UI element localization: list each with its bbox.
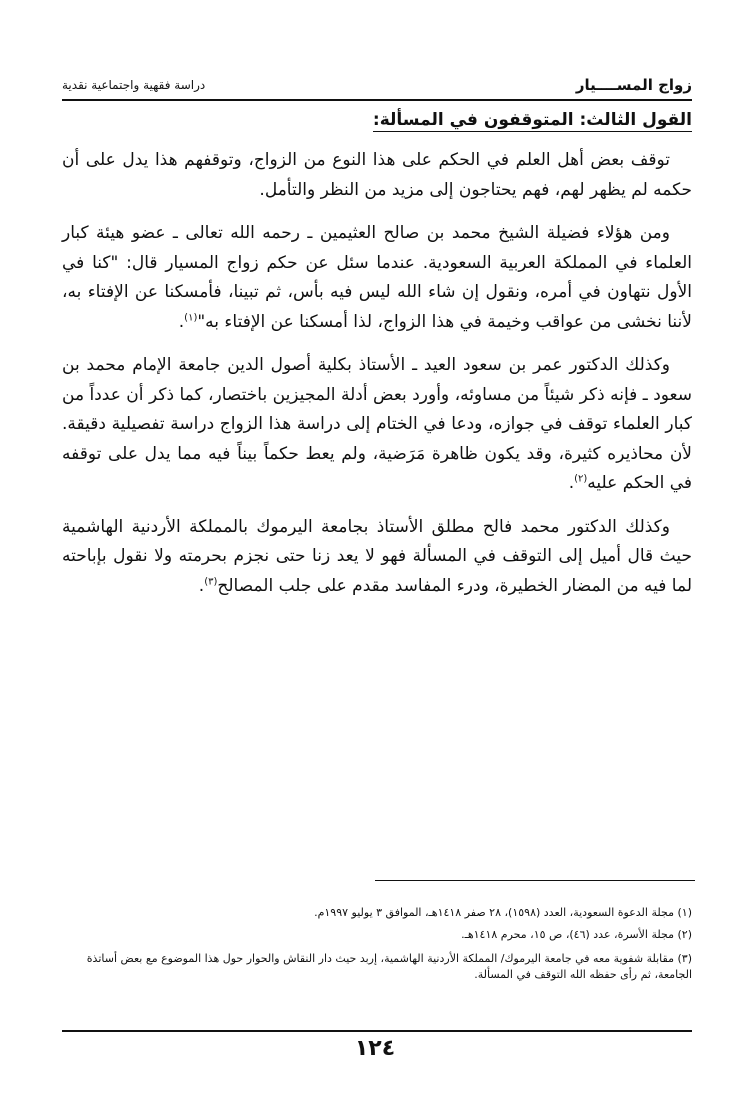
footnote: (٣) مقابلة شفوية معه في جامعة اليرموك/ المملكة الأردنية الهاشمية، إربد حيث دار النقاش والحوار حول هذا الموضوع مع بعض أساتذة الجامعة، ثم رأى حفظه الله التوقف في المسألة. [86,952,692,981]
header-rule [62,99,692,101]
section-heading [62,110,692,130]
paragraph-text: وكذلك الدكتور محمد فالح مطلق الأستاذ بجامعة اليرموك بالمملكة الأردنية الهاشمية حيث قال أميل إلى التوقف في المسألة فهو لا يعد زنا حتى نجزم بحرمته ولا نقول بإباحته لما فيه من المضار الخطيرة، ودرء المفاسد مقدم على جلب المصالح [62,516,692,596]
paragraph: ومن هؤلاء فضيلة الشيخ محمد بن صالح العثيمين ـ رحمه الله تعالى ـ عضو هيئة كبار العلماء في المملكة العربية السعودية. عندما سئل عن حكم زواج المسيار قال: "كنا في الأول نتهاون في أمره، ونقول إن شاء الله ليس فيه بأس، ثم تبينا، فأمسكنا عن الإفتاء به، لأننا نخشى من عواقب وخيمة في هذا الزواج، لذا أمسكنا عن الإفتاء به"$^{(١)}$. [62,223,692,332]
footnote: (١) مجلة الدعوة السعودية، العدد (١٥٩٨)، ٢٨ صفر ١٤١٨هـ، الموافق ٣ يوليو ١٩٩٧م. [314,906,692,919]
book-subtitle: دراسة فقهية واجتماعية نقدية [62,78,206,92]
footnote-rule [375,880,695,881]
section-heading-text: القول الثالث: المتوقفون في المسألة: [372,110,692,130]
page-number: ١٢٤ [354,1036,396,1061]
footnote-ref: (٣) [204,575,218,587]
footnote: (٢) مجلة الأسرة، عدد (٤٦)، ص ١٥، محرم ١٤١٨هـ. [461,928,692,941]
paragraph: وكذلك الدكتور عمر بن سعود العيد ـ الأستاذ بكلية أصول الدين جامعة الإمام محمد بن سعود ـ فإنه ذكر شيئاً من مساوئه، وأورد بعض أدلة المجيزين باختصار، كما ذكر أن عدداً من كبار العلماء توقف في جوازه، ودعا في الختام إلى دراسة هذا الزواج دراسة تفصيلية دقيقة. لأن محاذيره كثيرة، وقد يكون ظاهرة مَرَضية، ولم يعط حكماً بيناً فيه مما يدل على توقفه في الحكم عليه$^{(٢)}$. [62,355,692,493]
paragraph-text: وكذلك الدكتور عمر بن سعود العيد ـ الأستاذ بكلية أصول الدين جامعة الإمام محمد بن سعود ـ فإنه ذكر شيئاً من مساوئه، وأورد بعض أدلة المجيزين باختصار، كما ذكر أن عدداً من كبار العلماء توقف في جوازه، ودعا في الختام إلى دراسة هذا الزواج دراسة تفصيلية دقيقة. لأن محاذيره كثيرة، وقد يكون ظاهرة مَرَضية، ولم يعط حكماً بيناً فيه مما يدل على توقفه في الحكم عليه [62,355,692,493]
running-header [62,76,692,98]
book-title: زواج المســــيار [575,76,692,94]
paragraph [62,146,692,205]
footer-rule [62,1030,692,1032]
footnotes [62,902,692,983]
paragraph-text: ومن هؤلاء فضيلة الشيخ محمد بن صالح العثيمين ـ رحمه الله تعالى ـ عضو هيئة كبار العلماء في المملكة العربية السعودية. عندما سئل عن حكم زواج المسيار قال: "كنا في الأول نتهاون في أمره، ونقول إن شاء الله ليس فيه بأس، ثم تبينا، فأمسكنا عن الإفتاء به، لأننا نخشى من عواقب وخيمة في هذا الزواج، لذا أمسكنا عن الإفتاء به" [62,223,692,332]
footnote-ref: (١) [184,311,198,323]
paragraph-text: توقف بعض أهل العلم في الحكم على هذا النوع من الزواج، وتوقفهم هذا يدل على أن حكمه لم يظهر لهم، فهم يحتاجون إلى مزيد من النظر والتأمل. [62,150,692,200]
footnote-ref: (٢) [574,473,588,485]
paragraph: وكذلك الدكتور محمد فالح مطلق الأستاذ بجامعة اليرموك بالمملكة الأردنية الهاشمية حيث قال أميل إلى التوقف في المسألة فهو لا يعد زنا حتى نجزم بحرمته ولا نقول بإباحته لما فيه من المضار الخطيرة، ودرء المفاسد مقدم على جلب المصالح$^{(٣)}$. [62,516,692,596]
body-text [62,146,692,615]
